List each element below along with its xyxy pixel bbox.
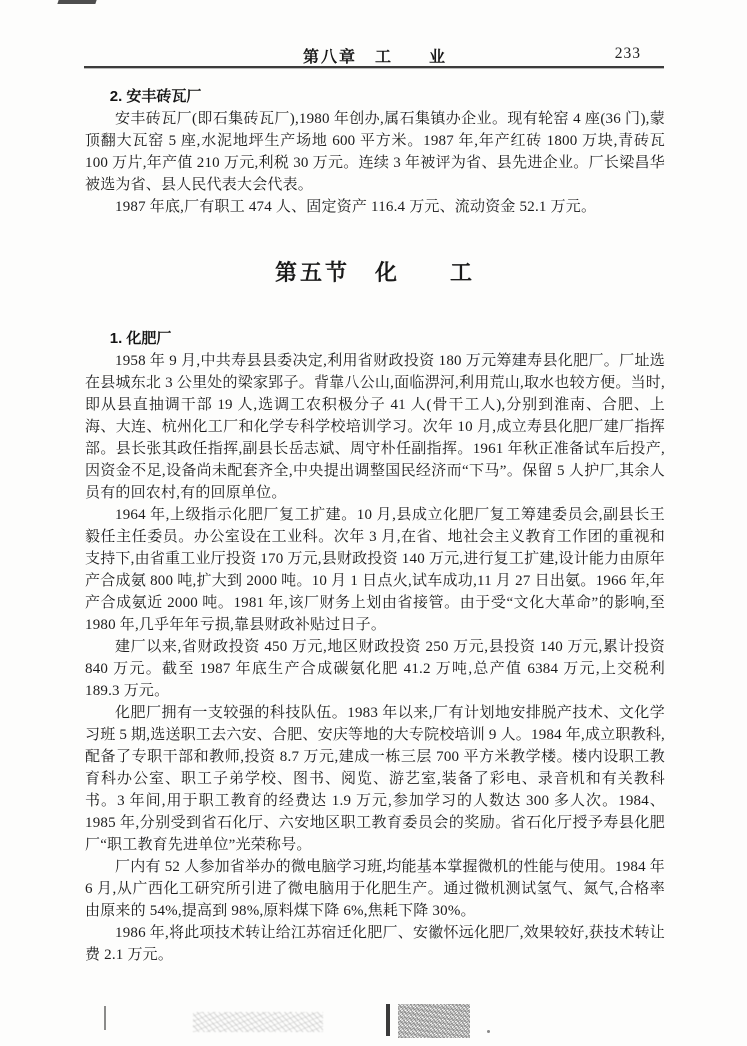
paragraph-fertilizer-founding: 1958 年 9 月,中共寿县县委决定,利用省财政投资 180 万元筹建寿县化肥厂。厂址选在县城东北 3 公里处的梁家郢子。背靠八公山,面临淠河,利用荒山,取水也较方便。当时,即从县直抽调干部 19 人,选调工农积极分子 41 人(骨干工人),分别到淮南、合肥、上海、大连、杭州化工厂和化学专科学校培训学习。次年 10 月,成立寿县化肥厂建厂指挥部。县长张其政任指挥,副县长岳志斌、周守朴任副指挥。1961 年秋正准备试车后投产,因资金不足,设备尚未配套齐全,中央提出调整国民经济而“下马”。保留 5 人护厂,其余人员有的回农村,有的回原单位。 bbox=[85, 353, 665, 501]
subsection-heading-fertilizer-plant: 1. 化肥厂 bbox=[109, 330, 172, 347]
paragraph-brick-overview: 安丰砖瓦厂(即石集砖瓦厂),1980 年创办,属石集镇办企业。现有轮窑 4 座(36 门),蒙顶翻大瓦窑 5 座,水泥地坪生产场地 600 平方米。1987 年,年产红砖 1800 万块,青砖瓦 100 万片,年产值 210 万元,利税 30 万元。连续 3 年被评为省、县先进企业。厂长梁昌华被选为省、县人民代表大会代表。 bbox=[85, 111, 665, 193]
section-title-chemical-industry: 第五节 化 工 bbox=[274, 260, 475, 285]
paragraph-brick-staff-assets: 1987 年底,厂有职工 474 人、固定资产 116.4 万元、流动资金 52.1 万元。 bbox=[115, 199, 597, 215]
subsection-heading-brick-factory: 2. 安丰砖瓦厂 bbox=[109, 88, 202, 105]
paragraph-fertilizer-training: 化肥厂拥有一支较强的科技队伍。1983 年以来,厂有计划地安排脱产技术、文化学习班 5 期,选送职工去六安、合肥、安庆等地的大专院校培训 9 人。1984 年,成立职教科,配备了专职干部和教师,投资 8.7 万元,建成一栋三层 700 平方米教学楼。楼内设职工教育科办公室、职工子弟学校、图书、阅览、游艺室,装备了彩电、录音机和有关教科书。3 年间,用于职工教育的经费达 1.9 万元,参加学习的人数达 300 多人次。1984、1985 年,分别受到省石化厅、六安地区职工教育委员会的奖励。省石化厅授予寿县化肥厂“职工教育先进单位”光荣称号。 bbox=[85, 705, 665, 853]
scan-artifact-smudge-dense bbox=[398, 1004, 470, 1038]
scan-artifact-tick bbox=[104, 1006, 106, 1030]
chapter-title: 第八章 工 业 bbox=[302, 49, 447, 66]
paragraph-fertilizer-tech-transfer: 1986 年,将此项技术转让给江苏宿迁化肥厂、安徽怀远化肥厂,效果较好,获技术转让费 2.1 万元。 bbox=[85, 925, 665, 963]
page-number: 233 bbox=[614, 45, 641, 62]
scan-artifact-top-left bbox=[57, 0, 96, 4]
paragraph-fertilizer-investment: 建厂以来,省财政投资 450 万元,地区财政投资 250 万元,县投资 140 万元,累计投资 840 万元。截至 1987 年底生产合成碳氨化肥 41.2 万吨,总产值 6384 万元,上交税利 189.3 万元。 bbox=[85, 639, 665, 699]
header-rule bbox=[84, 66, 664, 68]
running-head bbox=[85, 44, 665, 64]
paragraph-fertilizer-microcomputer: 厂内有 52 人参加省举办的微电脑学习班,均能基本掌握微机的性能与使用。1984 年 6 月,从广西化工研究所引进了微电脑用于化肥生产。通过微机测试氢气、氮气,合格率由原来的 54%,提高到 98%,原料煤下降 6%,焦耗下降 30%。 bbox=[85, 859, 665, 919]
paragraph-fertilizer-reopening: 1964 年,上级指示化肥厂复工扩建。10 月,县成立化肥厂复工筹建委员会,副县长王毅任主任委员。办公室设在工业科。次年 3 月,在省、地社会主义教育工作团的重视和支持下,由省重工业厅投资 170 万元,县财政投资 140 万元,进行复工扩建,设计能力由原年产合成氨 800 吨,扩大到 2000 吨。10 月 1 日点火,试车成功,11 月 27 日出氨。1966 年,年产合成氨近 2000 吨。1981 年,该厂财务上划由省接管。由于受“文化大革命”的影响,至 1980 年,几乎年年亏损,靠县财政补贴过日子。 bbox=[85, 507, 665, 633]
scan-artifact-smudge-light bbox=[193, 1012, 323, 1032]
page-body bbox=[85, 84, 665, 966]
scan-artifact-bar bbox=[386, 1004, 390, 1036]
scan-artifact-speck bbox=[487, 1030, 490, 1033]
